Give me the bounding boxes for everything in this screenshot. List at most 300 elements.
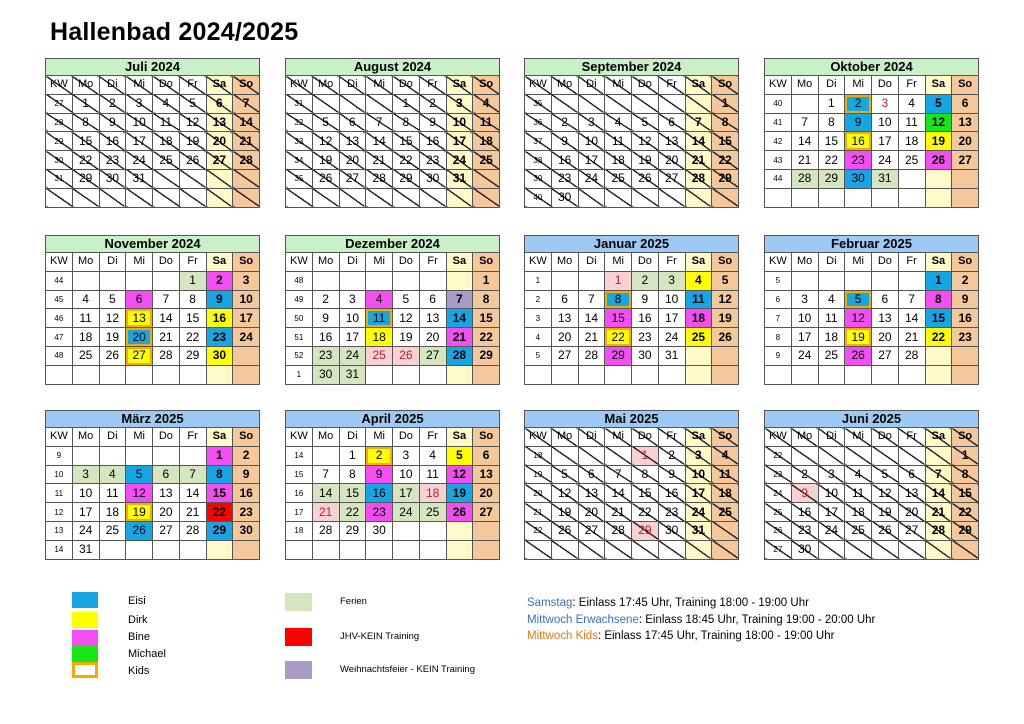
month-title: Februar 2025 [765, 236, 979, 253]
day-cell: 28 [791, 169, 818, 188]
day-cell: 29 [952, 521, 979, 540]
info-text: : Einlass 18:45 Uhr, Training 19:00 - 20:00 Uhr [638, 614, 876, 626]
day-cell: 30 [206, 346, 233, 365]
weekday-header: Sa [685, 76, 712, 95]
day-cell: 22 [632, 503, 659, 522]
day-cell: 5 [179, 94, 206, 113]
day-cell: 15 [818, 132, 845, 151]
day-cell: 12 [179, 113, 206, 132]
day-cell: 14 [153, 309, 180, 328]
info-label: Samstag [527, 597, 573, 609]
day-cell: 11 [818, 309, 845, 328]
day-cell: 13 [206, 113, 233, 132]
day-cell: 12 [393, 309, 420, 328]
day-cell: 12 [712, 290, 739, 309]
empty-cell [632, 188, 659, 207]
day-cell: 10 [339, 309, 366, 328]
day-cell: 15 [72, 132, 99, 151]
day-cell: 3 [872, 94, 899, 113]
day-cell: 17 [658, 309, 685, 328]
day-cell: 11 [99, 484, 126, 503]
day-cell: 29 [206, 521, 233, 540]
week-number: 19 [525, 465, 552, 484]
week-number: 11 [46, 484, 73, 503]
day-cell: 10 [872, 113, 899, 132]
day-cell: 24 [658, 328, 685, 347]
day-cell: 8 [632, 465, 659, 484]
day-cell: 7 [605, 465, 632, 484]
day-cell: 17 [446, 132, 473, 151]
empty-cell [791, 365, 818, 384]
week-number: 50 [286, 309, 313, 328]
day-cell: 28 [578, 346, 605, 365]
weekday-header: Mi [366, 253, 393, 272]
weekday-header: Mi [126, 253, 153, 272]
empty-cell [791, 188, 818, 207]
month-juni-2025 [764, 410, 979, 560]
day-cell: 20 [872, 328, 899, 347]
day-cell: 26 [312, 169, 339, 188]
day-cell: 23 [952, 328, 979, 347]
day-cell: 14 [685, 132, 712, 151]
week-number: 32 [286, 113, 313, 132]
legend-swatch-eisi [72, 592, 98, 608]
day-cell: 14 [898, 309, 925, 328]
info-line-mittwoch-erwachsene [527, 614, 875, 626]
weekday-header: Sa [446, 253, 473, 272]
day-cell: 18 [72, 328, 99, 347]
week-number: 26 [765, 521, 792, 540]
day-cell: 22 [72, 151, 99, 170]
empty-cell [818, 540, 845, 559]
empty-cell [206, 188, 233, 207]
weekday-header: Do [393, 428, 420, 447]
month-april-2025 [285, 410, 500, 560]
day-cell: 31 [339, 365, 366, 384]
day-cell: 27 [551, 346, 578, 365]
empty-cell [898, 169, 925, 188]
empty-cell [605, 94, 632, 113]
week-number: 24 [765, 484, 792, 503]
day-cell: 29 [393, 169, 420, 188]
empty-cell [312, 540, 339, 559]
empty-cell [233, 169, 260, 188]
empty-cell [126, 365, 153, 384]
day-cell: 23 [658, 503, 685, 522]
day-cell: 15 [952, 484, 979, 503]
day-cell: 11 [898, 113, 925, 132]
day-cell: 9 [419, 113, 446, 132]
empty-cell [578, 94, 605, 113]
day-cell: 6 [126, 290, 153, 309]
day-cell: 2 [632, 271, 659, 290]
empty-cell [126, 188, 153, 207]
day-cell: 16 [632, 309, 659, 328]
day-cell: 8 [473, 290, 500, 309]
weekday-header: Mi [126, 76, 153, 95]
week-number: 52 [286, 346, 313, 365]
day-cell: 8 [818, 113, 845, 132]
day-cell: 2 [551, 113, 578, 132]
week-number: 5 [525, 346, 552, 365]
day-cell: 21 [578, 328, 605, 347]
kw-header: KW [46, 428, 73, 447]
day-cell: 10 [818, 484, 845, 503]
info-text: : Einlass 17:45 Uhr, Training 18:00 - 19:00 Uhr [597, 630, 835, 642]
weekday-header: Mi [126, 428, 153, 447]
week-number: 3 [525, 309, 552, 328]
day-cell: 21 [312, 503, 339, 522]
empty-cell [658, 540, 685, 559]
day-cell: 23 [206, 328, 233, 347]
day-cell: 3 [233, 271, 260, 290]
day-cell: 10 [233, 290, 260, 309]
week-number: 20 [525, 484, 552, 503]
legend-label-weihnacht: Weihnachtsfeier - KEIN Training [340, 664, 475, 675]
info-line-samstag [527, 597, 809, 609]
day-cell: 17 [578, 151, 605, 170]
empty-cell [72, 271, 99, 290]
empty-cell [339, 271, 366, 290]
day-cell: 16 [206, 309, 233, 328]
weekday-header: Fr [419, 253, 446, 272]
day-cell: 22 [206, 503, 233, 522]
empty-cell [393, 521, 420, 540]
week-number: 23 [765, 465, 792, 484]
month-title: Januar 2025 [525, 236, 739, 253]
empty-cell [925, 365, 952, 384]
week-number: 5 [765, 271, 792, 290]
day-cell: 9 [312, 309, 339, 328]
weekday-header: Fr [419, 76, 446, 95]
day-cell: 24 [818, 521, 845, 540]
month-title: Dezember 2024 [286, 236, 500, 253]
day-cell: 19 [872, 503, 899, 522]
day-cell: 5 [845, 290, 872, 309]
day-cell: 26 [99, 346, 126, 365]
empty-cell [551, 271, 578, 290]
week-number: 31 [46, 169, 73, 188]
day-cell: 10 [72, 484, 99, 503]
week-number: 39 [525, 169, 552, 188]
day-cell: 3 [818, 465, 845, 484]
empty-cell [872, 446, 899, 465]
day-cell: 8 [925, 290, 952, 309]
weekday-header: Di [818, 253, 845, 272]
empty-cell [179, 169, 206, 188]
day-cell: 16 [658, 484, 685, 503]
empty-cell [72, 365, 99, 384]
week-number [765, 365, 792, 384]
weekday-header: Mo [312, 76, 339, 95]
week-number: 45 [46, 290, 73, 309]
weekday-header: Sa [446, 428, 473, 447]
empty-cell [898, 446, 925, 465]
day-cell: 5 [551, 465, 578, 484]
week-number: 6 [765, 290, 792, 309]
week-number: 33 [286, 132, 313, 151]
empty-cell [393, 540, 420, 559]
empty-cell [872, 540, 899, 559]
day-cell: 20 [658, 151, 685, 170]
day-cell: 4 [72, 290, 99, 309]
weekday-header: Fr [898, 428, 925, 447]
empty-cell [179, 446, 206, 465]
day-cell: 28 [366, 169, 393, 188]
legend-label-eisi: Eisi [128, 595, 146, 607]
week-number [46, 365, 73, 384]
day-cell: 27 [658, 169, 685, 188]
month-juli-2024 [45, 58, 260, 208]
day-cell: 22 [952, 503, 979, 522]
month-title: März 2025 [46, 411, 260, 428]
empty-cell [179, 540, 206, 559]
info-label: Mittwoch Kids [527, 630, 598, 642]
empty-cell [791, 94, 818, 113]
weekday-header: Fr [898, 253, 925, 272]
empty-cell [845, 446, 872, 465]
day-cell: 24 [685, 503, 712, 522]
week-number: 34 [286, 151, 313, 170]
day-cell: 16 [99, 132, 126, 151]
day-cell: 8 [393, 113, 420, 132]
empty-cell [72, 446, 99, 465]
day-cell: 20 [206, 132, 233, 151]
day-cell: 14 [312, 484, 339, 503]
day-cell: 4 [366, 290, 393, 309]
empty-cell [658, 365, 685, 384]
week-number [765, 188, 792, 207]
day-cell: 6 [339, 113, 366, 132]
empty-cell [898, 365, 925, 384]
day-cell: 21 [446, 328, 473, 347]
weekday-header: Di [339, 253, 366, 272]
week-number: 42 [765, 132, 792, 151]
day-cell: 22 [393, 151, 420, 170]
empty-cell [685, 188, 712, 207]
day-cell: 12 [446, 465, 473, 484]
day-cell: 18 [473, 132, 500, 151]
day-cell: 11 [712, 465, 739, 484]
empty-cell [872, 365, 899, 384]
empty-cell [578, 540, 605, 559]
empty-cell [685, 346, 712, 365]
day-cell: 7 [179, 465, 206, 484]
day-cell: 12 [126, 484, 153, 503]
weekday-header: Mi [605, 253, 632, 272]
day-cell: 6 [952, 94, 979, 113]
day-cell: 18 [153, 132, 180, 151]
week-number [286, 540, 313, 559]
month-januar-2025 [524, 235, 739, 385]
empty-cell [605, 188, 632, 207]
day-cell: 23 [551, 169, 578, 188]
empty-cell [366, 365, 393, 384]
day-cell: 5 [632, 113, 659, 132]
day-cell: 17 [339, 328, 366, 347]
weekday-header: Fr [179, 76, 206, 95]
day-cell: 14 [233, 113, 260, 132]
empty-cell [312, 188, 339, 207]
day-cell: 24 [72, 521, 99, 540]
empty-cell [153, 365, 180, 384]
day-cell: 21 [898, 328, 925, 347]
empty-cell [551, 365, 578, 384]
empty-cell [685, 540, 712, 559]
week-number: 49 [286, 290, 313, 309]
day-cell: 28 [898, 346, 925, 365]
weekday-header: Do [393, 76, 420, 95]
weekday-header: Do [153, 253, 180, 272]
day-cell: 27 [578, 521, 605, 540]
weekday-header: Do [872, 253, 899, 272]
weekday-header: Di [339, 76, 366, 95]
day-cell: 26 [126, 521, 153, 540]
day-cell: 26 [712, 328, 739, 347]
day-cell: 29 [818, 169, 845, 188]
weekday-header: So [233, 76, 260, 95]
empty-cell [712, 346, 739, 365]
week-number: 31 [286, 94, 313, 113]
day-cell: 20 [473, 484, 500, 503]
empty-cell [206, 540, 233, 559]
week-number: 29 [46, 132, 73, 151]
month-m-rz-2025 [45, 410, 260, 560]
legend-label-bine: Bine [128, 631, 151, 643]
weekday-header: Sa [685, 253, 712, 272]
empty-cell [925, 446, 952, 465]
weekday-header: Mi [605, 76, 632, 95]
empty-cell [473, 188, 500, 207]
day-cell: 9 [366, 465, 393, 484]
day-cell: 17 [872, 132, 899, 151]
week-number: 7 [765, 309, 792, 328]
empty-cell [419, 365, 446, 384]
empty-cell [419, 540, 446, 559]
day-cell: 17 [791, 328, 818, 347]
day-cell: 15 [339, 484, 366, 503]
weekday-header: Sa [206, 428, 233, 447]
month-title: Mai 2025 [525, 411, 739, 428]
weekday-header: So [952, 428, 979, 447]
weekday-header: So [952, 253, 979, 272]
weekday-header: Fr [179, 253, 206, 272]
day-cell: 20 [339, 151, 366, 170]
day-cell: 24 [578, 169, 605, 188]
weekday-header: So [712, 76, 739, 95]
week-number: 35 [286, 169, 313, 188]
day-cell: 21 [153, 328, 180, 347]
day-cell: 25 [153, 151, 180, 170]
info-label: Mittwoch Erwachsene [527, 614, 639, 626]
day-cell: 25 [818, 346, 845, 365]
day-cell: 3 [393, 446, 420, 465]
day-cell: 16 [791, 503, 818, 522]
empty-cell [473, 521, 500, 540]
weekday-header: So [473, 76, 500, 95]
week-number: 38 [525, 151, 552, 170]
weekday-header: Mo [551, 253, 578, 272]
day-cell: 30 [632, 346, 659, 365]
day-cell: 26 [446, 503, 473, 522]
day-cell: 23 [366, 503, 393, 522]
day-cell: 10 [393, 465, 420, 484]
day-cell: 25 [898, 151, 925, 170]
day-cell: 27 [339, 169, 366, 188]
week-number [525, 365, 552, 384]
day-cell: 9 [206, 290, 233, 309]
empty-cell [658, 94, 685, 113]
day-cell: 7 [685, 113, 712, 132]
empty-cell [551, 540, 578, 559]
day-cell: 17 [126, 132, 153, 151]
week-number: 27 [765, 540, 792, 559]
month-title: Oktober 2024 [765, 59, 979, 76]
day-cell: 7 [233, 94, 260, 113]
legend-label-jhv: JHV-KEIN Training [340, 631, 420, 642]
day-cell: 24 [446, 151, 473, 170]
week-number: 40 [525, 188, 552, 207]
week-number: 47 [46, 328, 73, 347]
week-number: 12 [46, 503, 73, 522]
day-cell: 24 [339, 346, 366, 365]
week-number: 1 [525, 271, 552, 290]
day-cell: 22 [712, 151, 739, 170]
day-cell: 14 [605, 484, 632, 503]
day-cell: 24 [393, 503, 420, 522]
day-cell: 30 [658, 521, 685, 540]
empty-cell [925, 540, 952, 559]
month-mai-2025 [524, 410, 739, 560]
weekday-header: So [712, 428, 739, 447]
weekday-header: Fr [658, 76, 685, 95]
day-cell: 14 [791, 132, 818, 151]
empty-cell [685, 365, 712, 384]
week-number [286, 188, 313, 207]
day-cell: 15 [179, 309, 206, 328]
day-cell: 20 [952, 132, 979, 151]
weekday-header: Fr [658, 428, 685, 447]
weekday-header: Mo [551, 76, 578, 95]
empty-cell [952, 365, 979, 384]
empty-cell [366, 540, 393, 559]
empty-cell [632, 94, 659, 113]
empty-cell [126, 271, 153, 290]
empty-cell [473, 540, 500, 559]
legend-swatch-jhv [285, 628, 312, 646]
day-cell: 28 [153, 346, 180, 365]
day-cell: 6 [206, 94, 233, 113]
day-cell: 17 [685, 484, 712, 503]
day-cell: 19 [99, 328, 126, 347]
weekday-header: So [233, 428, 260, 447]
week-number: 22 [765, 446, 792, 465]
week-number [46, 188, 73, 207]
week-number: 17 [286, 503, 313, 522]
day-cell: 2 [99, 94, 126, 113]
empty-cell [898, 271, 925, 290]
empty-cell [446, 365, 473, 384]
weekday-header: Mi [366, 76, 393, 95]
empty-cell [632, 540, 659, 559]
day-cell: 8 [72, 113, 99, 132]
day-cell: 18 [712, 484, 739, 503]
day-cell: 10 [658, 290, 685, 309]
kw-header: KW [765, 76, 792, 95]
day-cell: 10 [126, 113, 153, 132]
empty-cell [233, 346, 260, 365]
day-cell: 29 [473, 346, 500, 365]
